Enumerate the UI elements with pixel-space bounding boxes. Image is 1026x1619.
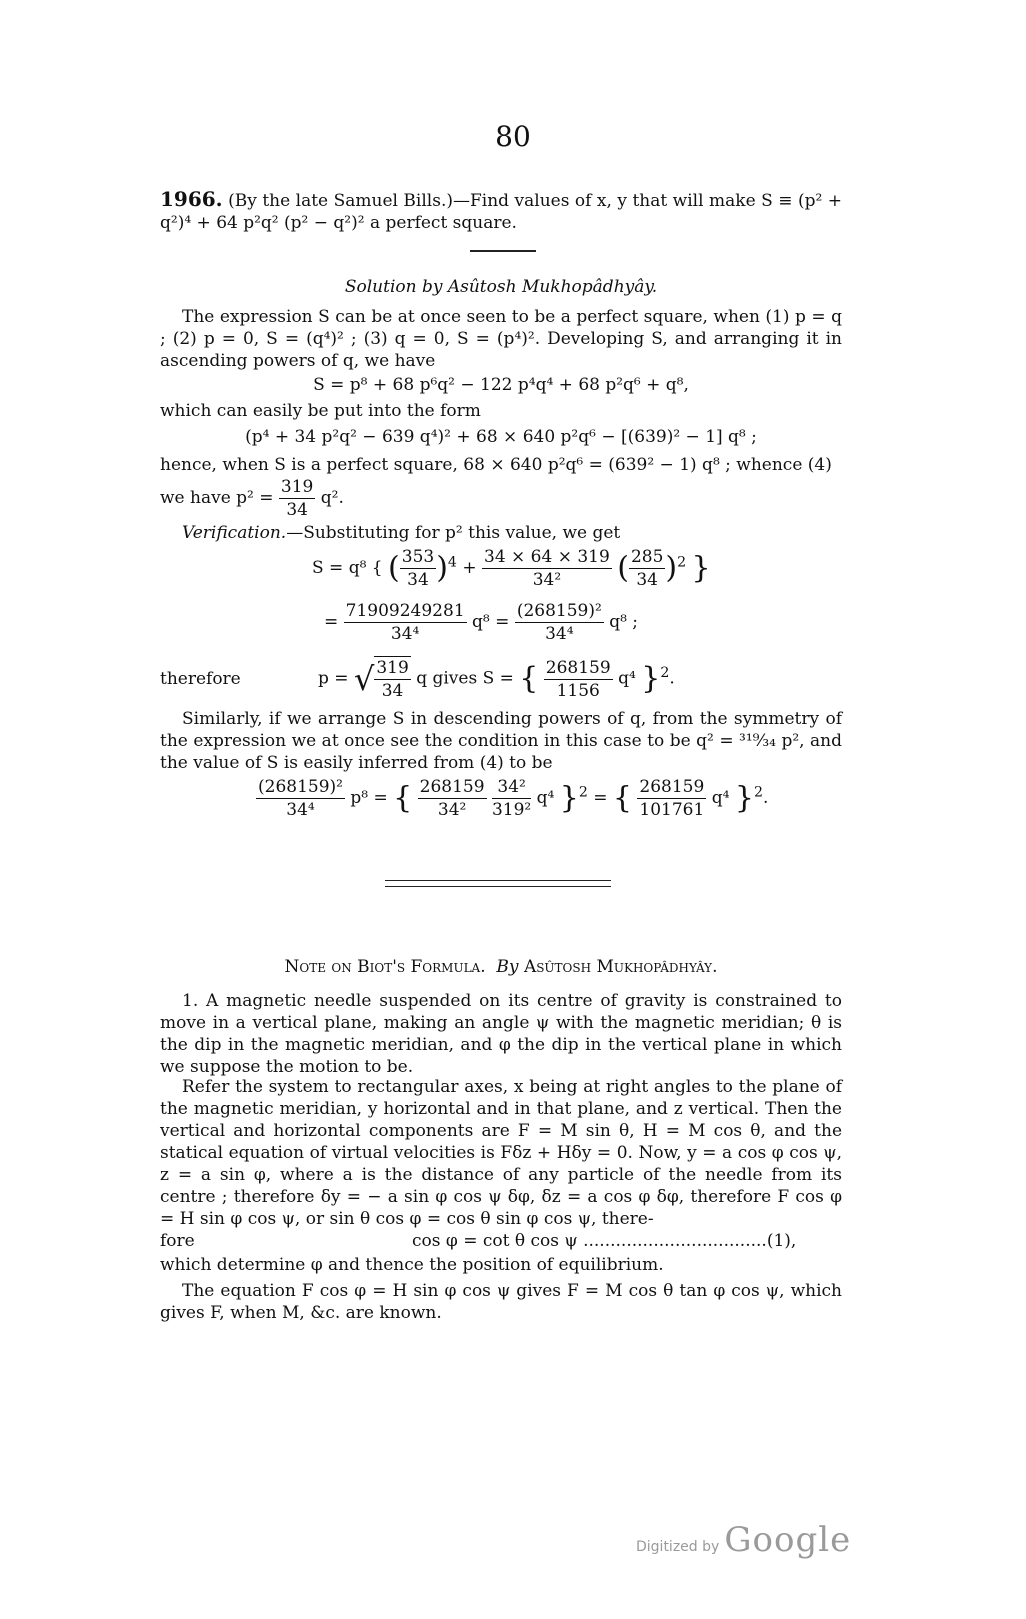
fraction-numerator: 34 × 64 × 319 [484, 547, 610, 567]
note-para3: which determine φ and thence the position of equilibrium. [160, 1255, 664, 1275]
verification-label: Verification. [182, 523, 287, 543]
equation-2: (p⁴ + 34 p²q² − 639 q⁴)² + 68 × 640 p²q⁶ − [(639)² − 1] q⁸ ; [245, 427, 757, 447]
eq2-wrap [160, 426, 842, 448]
fraction-numerator: 71909249281 [345, 601, 465, 621]
double-rule-top [385, 880, 611, 881]
gives-text: q gives S = [416, 668, 514, 689]
final-equation: $\frac{\text{(268159)²}}{\text{34⁴}}$ p⁸ = { $\frac{268159}{\text{34²}}$ $\frac{\text{34²}}{\text{319²}}$ q⁴ }$^2$ = { $\frac{268159}{101761}$ q⁴ }$^2$. [258, 777, 769, 820]
exponent: 2 [677, 554, 687, 571]
fraction-denominator: 101761 [639, 800, 705, 820]
line2-wrap [160, 400, 842, 422]
fraction-268159-101761 [637, 776, 706, 821]
short-rule [470, 250, 536, 252]
fraction-denominator: 34² [532, 570, 562, 590]
exponent: 2 [578, 784, 588, 801]
fraction-denominator: 34⁴ [545, 624, 574, 644]
fraction-numerator: (268159)² [516, 601, 602, 621]
fraction-268159-342 [418, 776, 487, 821]
fraction-numerator: 319 [376, 658, 409, 678]
q4: q⁴ [618, 668, 636, 689]
equals-sign: = [324, 612, 339, 632]
fraction-denominator: 34 [636, 570, 658, 590]
fraction-268159-1156 [544, 657, 613, 702]
we-have-label: we have p² = [160, 488, 274, 508]
fraction-numerator: 319 [280, 477, 314, 497]
exponent: 4 [447, 554, 457, 571]
verification-wrap [160, 522, 842, 544]
fraction-denominator: 34 [407, 570, 429, 590]
fraction-big [344, 600, 467, 645]
fraction-denominator: 34² [437, 800, 467, 820]
close-paren: ) [665, 550, 678, 586]
fraction-319-34 [279, 476, 315, 521]
fraction-285-34 [629, 546, 665, 591]
verification-equation-1 [312, 546, 711, 591]
fraction-numerator: 268159 [545, 657, 611, 678]
v-s-label: S = q⁸ { [312, 558, 383, 578]
equals-sign: = [593, 788, 608, 808]
q-squared: q². [320, 488, 344, 508]
note-title: Note on Biot's Formula. [284, 957, 486, 977]
note-heading-wrap [150, 956, 852, 978]
page-number: 80 [495, 120, 531, 153]
note-author: Asûtosh Mukhopâdhyây. [523, 957, 718, 977]
close-paren: ) [436, 550, 448, 586]
fraction-product [482, 546, 612, 591]
similarly-wrap [160, 708, 842, 774]
google-logo: Google [724, 1520, 852, 1560]
note-para3-wrap [160, 1254, 842, 1276]
note-para4: The equation F cos φ = H sin φ cos ψ gives F = M cos θ tan φ cos ψ, which gives F, when M, &c. are known. [160, 1281, 842, 1323]
plus-sign: + [462, 558, 477, 578]
note-para1: 1. A magnetic needle suspended on its centre of gravity is constrained to move in a vertical plane, making an angle ψ with the magnetic meridian; θ is the dip in the magnetic meridian, and φ the dip in the vertical plane in which we suppose the motion to be. [160, 991, 842, 1077]
fraction-353-34 [400, 546, 436, 591]
verification-equation-2 [324, 600, 638, 645]
fraction-sqrt-319-34 [374, 656, 410, 702]
verification-text: —Substituting for p² this value, we get [286, 523, 621, 543]
line3-wrap [160, 454, 842, 476]
q4: q⁴ [536, 788, 555, 808]
solution-line3: hence, when S is a perfect square, 68 × 640 p²q⁶ = (639² − 1) q⁸ ; whence (4) [160, 455, 832, 475]
note-para1-wrap [160, 990, 842, 1078]
fraction-denominator: 34⁴ [390, 624, 420, 644]
fraction-square [515, 600, 604, 645]
problem-number: 1966. [160, 187, 223, 211]
close-brace: } [559, 780, 579, 816]
solution-heading: Solution by Asûtosh Mukhopâdhyây. [344, 277, 658, 297]
fraction-numerator: (268159)² [258, 777, 343, 797]
fraction-numerator: 353 [401, 547, 435, 567]
fraction-denominator: 319² [491, 800, 532, 820]
therefore-equation: p = √ $\frac{319}{34}$ q gives S = { $\frac{268159}{1156}$ q⁴ }$^2$. [318, 657, 675, 701]
close-brace: } [734, 780, 754, 816]
fraction-denominator: 34⁴ [286, 800, 315, 820]
similarly-paragraph: Similarly, if we arrange S in descending powers of q, from the symmetry of the expression we at once see the condition in this case to be q² = ³¹⁹⁄₃₄ p², and the value of S is easily inferred from (4) to be [160, 709, 842, 773]
exponent: 2 [753, 784, 763, 801]
close-brace: } [691, 550, 711, 586]
fraction-numerator: 268159 [419, 777, 485, 797]
verification-line [160, 522, 842, 544]
fraction-e-square [256, 776, 345, 821]
open-paren: ( [388, 550, 400, 586]
problem-text: (By the late Samuel Bills.)—Find values of x, y that will make S ≡ (p² + q²)⁴ + 64 p²q² (p² − q²)² a perfect square. [160, 191, 842, 233]
solution-para1: The expression S can be at once seen to be a perfect square, when (1) p = q ; (2) p = 0, S = (q⁴)² ; (3) q = 0, S = (p⁴)². Developing S, and arranging it in ascending powers of q, we have [160, 307, 842, 371]
therefore-label: therefore [160, 669, 241, 689]
problem-statement [160, 188, 842, 234]
open-paren: ( [617, 550, 629, 586]
double-rule-bottom [385, 886, 611, 887]
fraction-342-3192 [492, 776, 531, 821]
q8-end: q⁸ ; [609, 612, 639, 632]
equation-1: S = p⁸ + 68 p⁶q² − 122 p⁴q⁴ + 68 p²q⁶ + q⁸, [313, 375, 689, 395]
fraction-numerator: 268159 [639, 777, 705, 797]
we-have-equation [160, 476, 344, 521]
note-heading [150, 956, 852, 978]
eq1-wrap [160, 374, 842, 396]
fore-word: fore [160, 1231, 195, 1251]
q4: q⁴ [711, 788, 730, 808]
solution-heading-wrap [160, 276, 842, 298]
close-brace: } [641, 661, 661, 696]
exponent: 2 [660, 664, 670, 681]
note-para4-wrap [160, 1280, 842, 1324]
fraction-denominator: 34 [381, 681, 404, 701]
fraction-numerator: 34² [492, 776, 531, 799]
solution-para1-wrap [160, 306, 842, 372]
p-equals: p = [318, 668, 349, 689]
digitized-watermark [636, 1520, 851, 1560]
watermark-prefix: Digitized by [636, 1539, 720, 1555]
sqrt-sign: √ [353, 660, 375, 698]
note-by: By [496, 957, 519, 977]
open-brace: { [612, 780, 633, 816]
problem-block [160, 188, 842, 234]
note-para2: Refer the system to rectangular axes, x being at right angles to the plane of the magnetic meridian, y horizontal and in that plane, and z vertical. Then the vertical and horizontal components are F = M sin θ, H = M cos θ, and the statical equation of virtual velocities is Fδz + Hδy = 0. Now, y = a cos φ cos ψ, z = a sin φ, where a is the distance of any particle of the needle from its centre ; therefore δy = − a sin φ cos ψ δφ, δz = a cos φ δφ, therefore F cos φ = H sin φ cos ψ, or sin θ cos φ = cos θ sin φ cos ψ, there- [160, 1077, 842, 1229]
fraction-denominator: 1156 [556, 680, 600, 701]
solution-line2: which can easily be put into the form [160, 401, 481, 421]
fraction-denominator: 34 [286, 500, 308, 520]
p8-equals: p⁸ = [350, 788, 388, 808]
note-para2-wrap [160, 1076, 842, 1230]
fraction-numerator: 285 [630, 547, 664, 567]
open-brace: { [393, 780, 413, 816]
q8-equals: q⁸ = [472, 612, 510, 632]
note-equation-1: cos φ = cot θ cos ψ ..................................(1), [412, 1231, 797, 1251]
open-brace: { [519, 661, 539, 696]
